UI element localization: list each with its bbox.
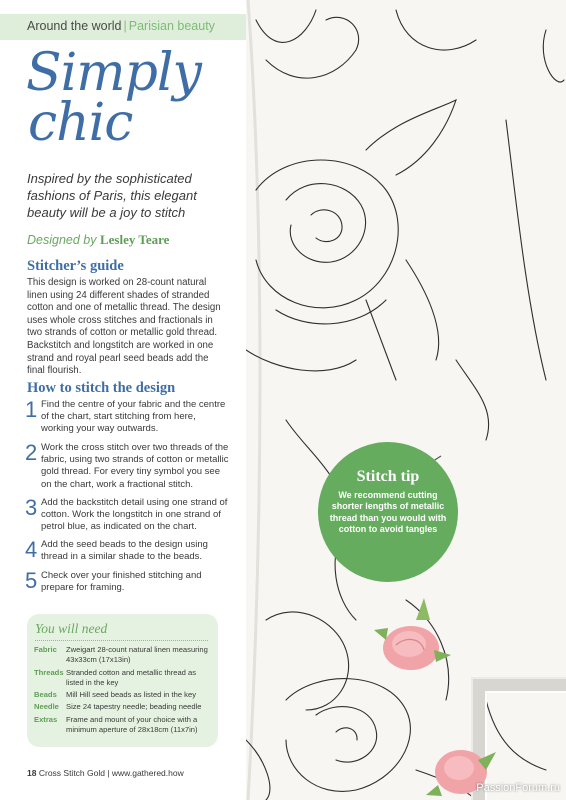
materials-box xyxy=(27,614,218,747)
title-line-1: Simply xyxy=(26,43,201,103)
title-line-2: chic xyxy=(28,93,133,153)
step-number: 4 xyxy=(25,537,38,562)
materials-value: Mill Hill seed beads as listed in the key xyxy=(66,690,196,700)
step-text: Add the backstitch detail using one strand of cotton. Work the longstitch in one strand of petrol blue, as indicated on the chart. xyxy=(41,497,228,533)
step-text: Work the cross stitch over two threads of the fabric, using two strands of cotton or metallic gold thread. For every tiny symbol you see on the chart, work a fractional stitch. xyxy=(41,442,229,490)
materials-value: Zweigart 28-count natural linen measuring 43x33cm (17x13in) xyxy=(66,645,208,665)
watermark: PassionForum.ru xyxy=(476,782,560,794)
howto-heading: How to stitch the design xyxy=(27,380,176,396)
guide-heading: Stitcher’s guide xyxy=(27,258,124,274)
step-number: 5 xyxy=(25,568,38,593)
materials-label: Beads xyxy=(34,690,57,700)
step-number: 2 xyxy=(25,440,38,465)
footer-text: Cross Stitch Gold | www.gathered.how xyxy=(38,768,184,778)
materials-value: Stranded cotton and metallic thread as listed in the key xyxy=(66,667,197,687)
materials-divider xyxy=(35,640,208,641)
step-text: Check over your finished stitching and prepare for framing. xyxy=(41,570,202,594)
materials-value: Frame and mount of your choice with a minimum aperture of 28x18cm (11x7in) xyxy=(66,714,198,735)
step-item xyxy=(25,497,230,534)
materials-value: Size 24 tapestry needle; beading needle xyxy=(66,702,202,712)
guide-text: This design is worked on 28-count natural linen using 24 different shades of stranded cotton and one of metallic thread. The design uses whole cross stitches and fractionals in two strands of cotton or metallic gold thread. Backstitch and longstitch are worked in one strand and royal pearl seed beads add the final flourish. xyxy=(27,277,221,377)
materials-label: Fabric xyxy=(34,645,57,654)
materials-row xyxy=(34,690,212,700)
section-name: Around the world xyxy=(27,19,122,33)
intro-text: Inspired by the sophisticated fashions of Paris, this elegant beauty will be a joy to stitch xyxy=(27,171,197,220)
materials-heading: You will need xyxy=(35,621,108,636)
step-text: Add the seed beads to the design using thread in a similar shade to the beads. xyxy=(41,539,208,563)
page-number: 18 xyxy=(27,768,37,778)
step-item xyxy=(25,442,230,491)
page-title xyxy=(26,43,201,153)
step-item xyxy=(25,570,230,594)
materials-label: Needle xyxy=(34,702,59,712)
page-footer xyxy=(27,768,184,778)
tip-heading: Stitch tip xyxy=(356,468,420,485)
materials-row xyxy=(34,715,212,736)
materials-label: Threads xyxy=(34,667,64,677)
materials-list xyxy=(34,645,212,737)
materials-label: Extras xyxy=(34,714,58,724)
section-header xyxy=(27,19,215,33)
header-divider: | xyxy=(123,19,127,33)
step-number: 3 xyxy=(25,495,38,520)
materials-row xyxy=(34,645,212,666)
subsection-name: Parisian beauty xyxy=(128,19,215,33)
step-number: 1 xyxy=(25,397,38,422)
tip-text: We recommend cutting shorter lengths of metallic thread than you would with cotton to avoid tangles xyxy=(329,490,447,534)
byline xyxy=(27,232,169,248)
rose-sketch-illustration xyxy=(246,0,566,800)
rose-sketch-artwork xyxy=(246,0,566,800)
materials-row xyxy=(34,702,212,712)
step-item xyxy=(25,539,230,563)
materials-row xyxy=(34,668,212,689)
step-text: Find the centre of your fabric and the centre of the chart, start stitching from here, working your way outwards. xyxy=(41,399,226,435)
designer-name: Lesley Teare xyxy=(99,232,170,247)
byline-prefix: Designed by xyxy=(27,233,97,247)
step-item xyxy=(25,399,230,436)
stitch-tip-badge xyxy=(318,442,458,582)
